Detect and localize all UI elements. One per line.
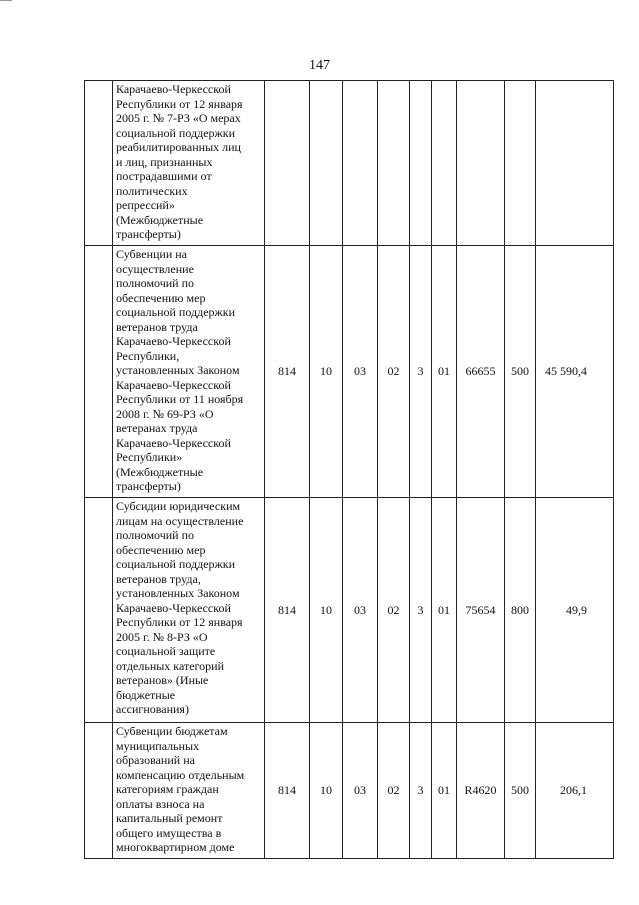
subprogram-code-cell: 3: [410, 723, 432, 859]
amount-cell: [536, 81, 614, 246]
row-name-cell: Субвенции на осуществление полномочий по обеспечению мер социальной поддержки ветеранов труда Карачаево-Черкесской Республики, установленных Законом Карачаево-Черкесской Республики от 11 ноября 2008 г. № 69-РЗ «О ветеранах труда Карачаево-Черкесской Республики» (Межбюджетные трансферты): [113, 246, 265, 498]
section-code-cell: 10: [310, 246, 343, 498]
direction-code-cell: R4620: [457, 723, 505, 859]
budget-table: [84, 80, 614, 859]
ministry-code-cell: 814: [265, 498, 310, 723]
left-margin-cell: [85, 246, 113, 498]
subsection-code-cell: [343, 81, 378, 246]
expense-type-cell: 500: [505, 723, 536, 859]
subsection-code-cell: 03: [343, 723, 378, 859]
page-number: 147: [309, 58, 330, 73]
event-code-cell: [432, 81, 457, 246]
table-row: [85, 723, 614, 859]
row-name-cell: Субсидии юридическим лицам на осуществление полномочий по обеспечению мер социальной поддержки ветеранов труда, установленных Законом Карачаево-Черкесской Республики от 12 января 2005 г. № 8-РЗ «О социальной защите отдельных категорий ветеранов» (Иные бюджетные ассигнования): [113, 498, 265, 723]
section-code-cell: 10: [310, 498, 343, 723]
subprogram-code-cell: 3: [410, 498, 432, 723]
subprogram-code-cell: 3: [410, 246, 432, 498]
row-name-cell: Карачаево-Черкесской Республики от 12 января 2005 г. № 7-РЗ «О мерах социальной поддержки реабилитированных лиц и лиц, признанных пострадавшими от политических репрессий» (Межбюджетные трансферты): [113, 81, 265, 246]
table-row: [85, 246, 614, 498]
table-row: [85, 498, 614, 723]
amount-cell: 49,9: [536, 498, 614, 723]
subprogram-code-cell: [410, 81, 432, 246]
direction-code-cell: [457, 81, 505, 246]
scan-edge-mark: [0, 0, 12, 1]
event-code-cell: 01: [432, 246, 457, 498]
event-code-cell: 01: [432, 723, 457, 859]
expense-type-cell: [505, 81, 536, 246]
row-name-cell: Субвенции бюджетам муниципальных образований на компенсацию отдельным категориям граждан оплаты взноса на капитальный ремонт общего имущества в многоквартирном доме: [113, 723, 265, 859]
direction-code-cell: 75654: [457, 498, 505, 723]
left-margin-cell: [85, 723, 113, 859]
subsection-code-cell: 03: [343, 498, 378, 723]
expense-type-cell: 500: [505, 246, 536, 498]
table-row: [85, 81, 614, 246]
program-code-cell: 02: [378, 723, 410, 859]
section-code-cell: [310, 81, 343, 246]
amount-cell: 206,1: [536, 723, 614, 859]
direction-code-cell: 66655: [457, 246, 505, 498]
left-margin-cell: [85, 498, 113, 723]
expense-type-cell: 800: [505, 498, 536, 723]
amount-cell: 45 590,4: [536, 246, 614, 498]
subsection-code-cell: 03: [343, 246, 378, 498]
section-code-cell: 10: [310, 723, 343, 859]
left-margin-cell: [85, 81, 113, 246]
ministry-code-cell: 814: [265, 246, 310, 498]
ministry-code-cell: [265, 81, 310, 246]
program-code-cell: [378, 81, 410, 246]
program-code-cell: 02: [378, 498, 410, 723]
program-code-cell: 02: [378, 246, 410, 498]
event-code-cell: 01: [432, 498, 457, 723]
ministry-code-cell: 814: [265, 723, 310, 859]
